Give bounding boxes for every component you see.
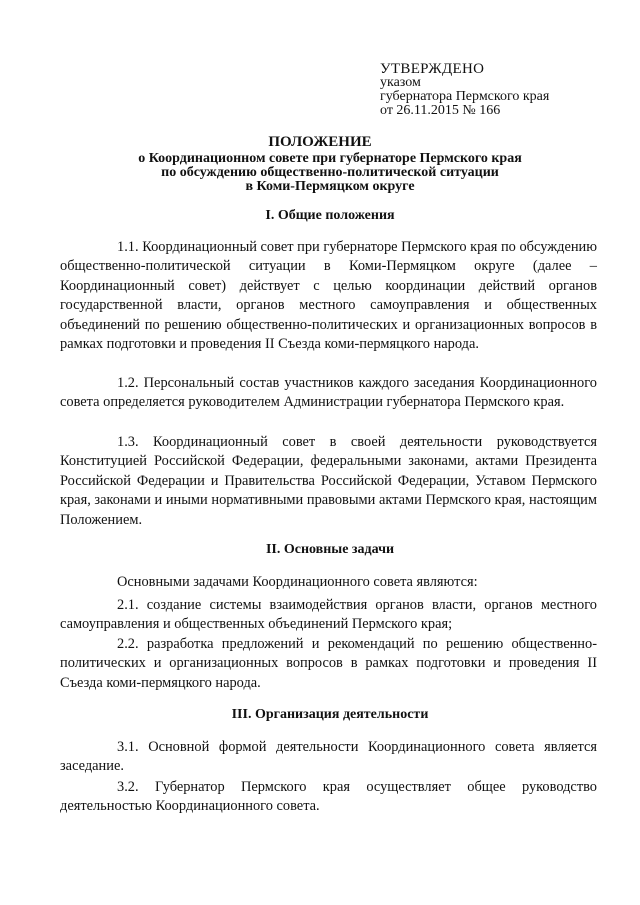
paragraph-3-1: 3.1. Основной формой деятельности Координационного совета является заседание. <box>60 739 597 775</box>
paragraph-3-2: 3.2. Губернатор Пермского края осуществляет общее руководство деятельностью Координационного совета. <box>60 779 597 815</box>
document-subtitle <box>60 152 600 194</box>
paragraph-1-3: 1.3. Координационный совет в своей деятельности руководствуется Конституцией Российской Федерации, федеральными законами, актами Президента Российской Федерации и Правительства Российской Федерации, Уставом Пермского края, законами и иными нормативными правовыми актами Пермского края, настоящим Положением. <box>60 434 597 528</box>
subtitle-line: в Коми-Пермяцком округе <box>245 179 415 194</box>
paragraph-2-1: 2.1. создание системы взаимодействия органов власти, органов местного самоуправления и общественных объединений Пермского края; <box>60 597 597 633</box>
document-title: ПОЛОЖЕНИЕ <box>268 134 372 150</box>
paragraph-2-2: 2.2. разработка предложений и рекомендаций по решению общественно-политических и организационных вопросов в рамках подготовки и проведения II Съезда коми-пермяцкого народа. <box>60 636 597 691</box>
section-heading-organization: III. Организация деятельности <box>231 707 429 722</box>
approval-line-date-number: от 26.11.2015 № 166 <box>380 103 501 118</box>
section-heading-general: I. Общие положения <box>265 208 395 223</box>
paragraph-1-2: 1.2. Персональный состав участников каждого заседания Координационного совета определяется руководителем Администрации губернатора Пермского края. <box>60 375 597 411</box>
approval-block <box>380 62 549 118</box>
paragraph-2-intro: Основными задачами Координационного совета являются: <box>117 574 478 590</box>
paragraph-1-1: 1.1. Координационный совет при губернаторе Пермского края по обсуждению общественно-политической ситуации в Коми-Пермяцком округе (далее – Координационный совет) действует с целью координации действий органов государственной власти, органов местного самоуправления и общественных объединений по решению общественно-политических и организационных вопросов в рамках подготовки и проведения II Съезда коми-пермяцкого народа. <box>60 239 597 353</box>
section-heading-tasks: II. Основные задачи <box>265 542 395 557</box>
subtitle-line: о Координационном совете при губернаторе Пермского края <box>138 151 522 166</box>
approval-line-governor: губернатора Пермского края <box>380 89 550 104</box>
approval-stamp: УТВЕРЖДЕНО <box>380 61 485 77</box>
subtitle-line: по обсуждению общественно-политической ситуации <box>161 165 499 180</box>
approval-line-decree: указом <box>380 75 421 90</box>
